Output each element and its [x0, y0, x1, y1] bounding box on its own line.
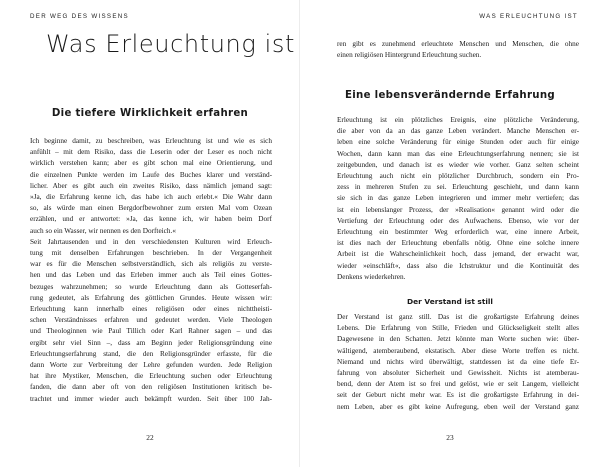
text-line: ist ein lebenslanger Prozess, der »Realisation« genannt wird oder die — [337, 205, 579, 214]
body-text — [30, 136, 272, 405]
text-line: wältigend, atemberaubend, ekstatisch. Aber diese Worte treffen es nicht. — [337, 346, 579, 355]
text-line: und Theologinnen wie Paul Tillich oder Karl Rahner sagen – und das — [30, 327, 272, 336]
section-title: Eine lebensverändernde Erfahrung — [345, 90, 555, 101]
text-line: Denkens wiederkehren. — [337, 272, 406, 281]
running-head: DER WEG DES WISSENS — [30, 13, 129, 20]
text-line: wirklich verstehen kann; aber es gibt schon mal eine Orientierung, und — [30, 159, 272, 168]
text-line: Erleuchtung kann innerhalb eines religiösen oder eines nichttheisti- — [30, 305, 272, 314]
text-line: Dagewesene in den Schatten. Jetzt könnte man Worte suchen wie: über- — [337, 335, 579, 344]
text-line: zess in mehreren Stufen zu sei. Erleuchtung geschieht, und dann kann — [337, 183, 579, 192]
text-line: Erleuchtungserfahrung stand, die den Religionsgründer erfasste, für die — [30, 349, 272, 358]
text-line: dann Worte zur Verbreitung der Lehre gefunden wurden. Jede Religion — [30, 361, 272, 370]
text-line: bend, denn der Atem ist so frei und gelöst, wie er seit Langem, vielleicht — [337, 380, 579, 389]
text-line: Seit Jahrtausenden und in den verschiedensten Kulturen wird Erleuch- — [30, 237, 272, 246]
text-line: einen religiösen Hintergrund Erleuchtung suchen. — [337, 51, 482, 60]
text-line: die aber von da an das ganze Leben verändert. Manche Menschen er- — [337, 127, 579, 136]
text-line: anfühlt – mit dem Risiko, dass die Leserin oder der Leser es noch nicht — [30, 148, 272, 157]
text-line: Erleuchtung ist ein plötzliches Ereignis, eine plötzliche Veränderung, — [337, 116, 579, 124]
text-line: rung gedeutet, als Erfahrung des göttlichen Grundes. Heute wissen wir: — [30, 293, 272, 302]
text-line: schen Verständnisses erfahren und gedeutet werden. Viele Theologen — [30, 316, 272, 325]
text-line: »Ja, die Erfahrung kenne ich, das habe ich auch erlebt.« Die Wahr dann — [30, 193, 272, 202]
section-title: Die tiefere Wirklichkeit erfahren — [51, 108, 249, 119]
text-line: sie sich in das ganze Leben integrieren und immer mehr vertiefen; das — [337, 194, 579, 203]
text-line: ergibt sehr viel Sinn –, dass am Beginn jeder Religionsgründung eine — [30, 338, 272, 347]
body-text — [337, 312, 579, 413]
text-line: erzählen, und er antwortet: »Ja, das kenne ich, wir haben beim Dorf — [30, 215, 272, 224]
text-line: seit der Geburt nicht mehr war. Es ist die großartigste Erfahrung in dei- — [337, 391, 579, 400]
text-line: Wochen, dann kann man das eine Erleuchtungserfahrung nennen; sie ist — [337, 149, 579, 158]
right-page — [300, 0, 600, 467]
subsection-title: Der Verstand ist still — [407, 297, 493, 306]
text-line: Der Verstand ist ganz still. Das ist die großartigste Erfahrung deines — [337, 313, 579, 321]
text-line: Lebens. Die Erfahrung von Stille, Frieden und Glückseligkeit stellt alles — [337, 324, 579, 333]
text-line: hen und das Leben und das Erleben immer auch als Teil eines Gottes- — [30, 271, 272, 280]
text-line: bezuges wahrzunehmen; so wurde Erleuchtung dann als Gotteserfah- — [30, 282, 272, 291]
chapter-title: Was Erleuchtung ist — [46, 30, 295, 58]
text-line: die einzelnen Punkte werden im Laufe des Buches klarer und verständ- — [30, 170, 272, 179]
text-line: hat ihre Mystiker, Menschen, die Erleuchtung suchen oder Erleuchtung — [30, 372, 272, 381]
page-number: 22 — [146, 433, 154, 442]
text-line: zeitgebunden, und danach ist es wieder wie vorher. Ganz selten scheint — [337, 160, 579, 169]
text-line: Erleuchtung ein bestimmter Weg erforderlich war, eine innere Arbeit, — [337, 228, 579, 237]
text-line: tung mit denselben Erfahrungen beschrieben. In der Vergangenheit — [30, 249, 272, 258]
text-line: nem Leben, aber es gibt keine Aufregung, eben weil der Verstand ganz — [337, 402, 579, 411]
text-line: war es für die Menschen selbstverständlich, sich als religiös zu verste- — [30, 260, 272, 269]
text-line: Erleuchtung auch nicht ein plötzlicher Durchbruch, sondern ein Pro- — [337, 172, 579, 181]
text-line: so, als würde man einen Bergdorfbewohner zum ersten Mal vom Ozean — [30, 204, 272, 213]
text-line: Arbeit ist die Wahrscheinlichkeit hoch, dass jemand, der erwacht war, — [337, 250, 579, 259]
text-line: licher. Aber es gibt auch ein zweites Risiko, dass nämlich jemand sagt: — [30, 181, 272, 190]
text-line: Ich beginne damit, zu beschreiben, was Erleuchtung ist und wie es sich — [30, 137, 272, 145]
text-line: ist dies nach der Erleuchtung ebenfalls nötig. Ohne eine solche innere — [337, 239, 579, 248]
text-line: wieder »einschläft«, dass also die Ichstruktur und die Kontinuität des — [337, 261, 579, 270]
text-line: Vertiefung der Erleuchtung oder des Aufwachens. Ebenso, wie vor der — [337, 216, 579, 225]
text-line: Niemand und nichts wird überwältigt, stattdessen ist da eine tiefe Er- — [337, 357, 579, 366]
text-line: fanden, die dann aber oft von den religiösen Institutionen kritisch be- — [30, 383, 272, 392]
body-text — [337, 39, 579, 61]
text-line: leben eine solche Veränderung für einige Stunden oder auch für einige — [337, 138, 579, 147]
text-line: fahrung von absoluter Sicherheit und Gewissheit. Nichts ist atemberau- — [337, 369, 579, 378]
running-head: WAS ERLEUCHTUNG IST — [479, 13, 578, 20]
text-line: auch so ein Wasser, wir nennen es den Dorfteich.« — [30, 226, 176, 235]
body-text — [337, 115, 579, 283]
page-number: 23 — [446, 433, 454, 442]
text-line: ren gibt es zunehmend erleuchtete Menschen und Menschen, die ohne — [337, 40, 579, 48]
text-line: trachtet und immer wieder auch bekämpft wurden. Seit über 100 Jah- — [30, 394, 272, 403]
